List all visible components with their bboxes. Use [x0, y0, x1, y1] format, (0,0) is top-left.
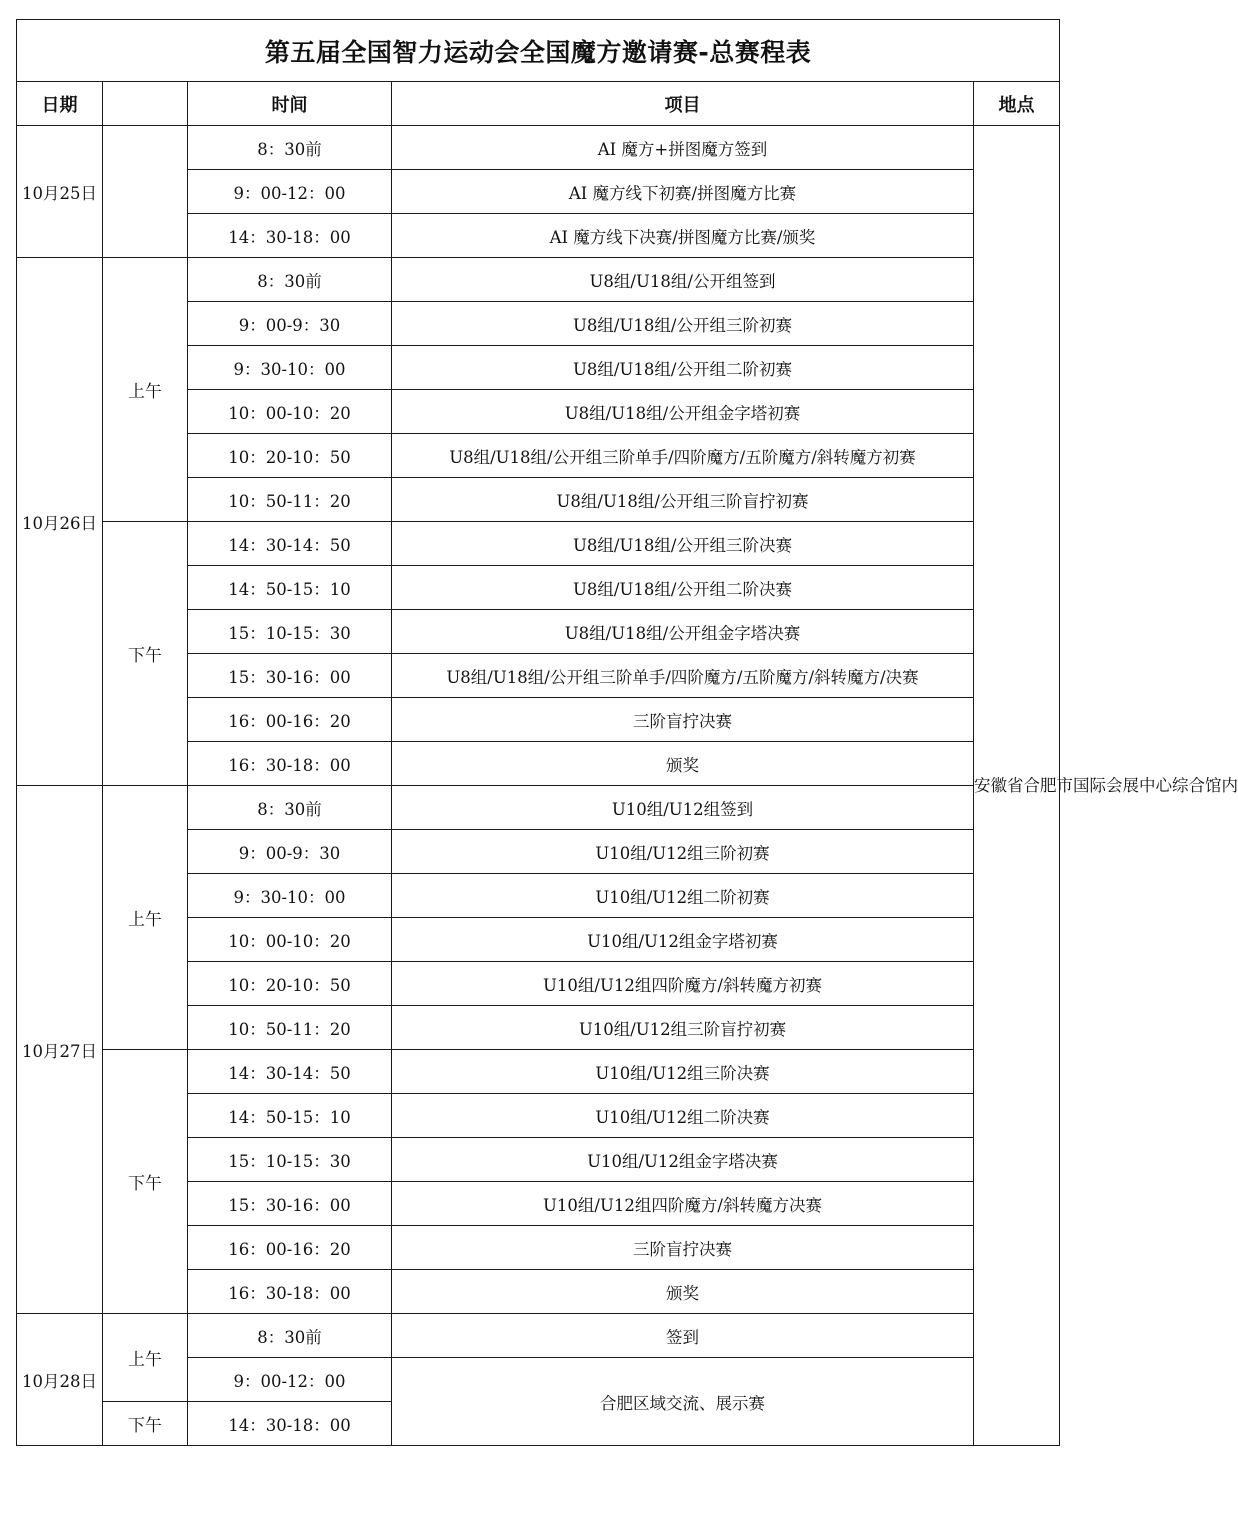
time-cell: 8：30前 — [188, 126, 392, 170]
time-cell: 8：30前 — [188, 786, 392, 830]
time-cell: 9：00-12：00 — [188, 170, 392, 214]
time-cell: 10：20-10：50 — [188, 434, 392, 478]
period-cell: 上午 — [103, 1314, 188, 1402]
header-item: 项目 — [392, 82, 974, 126]
item-cell: U8组/U18组/公开组二阶决赛 — [392, 566, 974, 610]
time-cell: 14：30-18：00 — [188, 1402, 392, 1446]
item-cell: U10组/U12组二阶初赛 — [392, 874, 974, 918]
date-cell: 10月27日 — [17, 786, 103, 1314]
item-cell: 三阶盲拧决赛 — [392, 698, 974, 742]
time-cell: 15：10-15：30 — [188, 1138, 392, 1182]
time-cell: 9：00-9：30 — [188, 830, 392, 874]
time-cell: 14：30-14：50 — [188, 1050, 392, 1094]
time-cell: 16：00-16：20 — [188, 698, 392, 742]
item-cell: U8组/U18组/公开组金字塔决赛 — [392, 610, 974, 654]
time-cell: 9：30-10：00 — [188, 874, 392, 918]
time-cell: 15：30-16：00 — [188, 1182, 392, 1226]
time-cell: 9：00-12：00 — [188, 1358, 392, 1402]
item-cell: U10组/U12组三阶初赛 — [392, 830, 974, 874]
table-row — [17, 1050, 1060, 1094]
time-cell: 14：50-15：10 — [188, 1094, 392, 1138]
item-cell: 三阶盲拧决赛 — [392, 1226, 974, 1270]
time-cell: 16：00-16：20 — [188, 1226, 392, 1270]
item-cell: 签到 — [392, 1314, 974, 1358]
period-cell: 上午 — [103, 786, 188, 1050]
item-cell: U8组/U18组/公开组金字塔初赛 — [392, 390, 974, 434]
item-cell: 颁奖 — [392, 1270, 974, 1314]
time-cell: 14：30-18：00 — [188, 214, 392, 258]
header-date: 日期 — [17, 82, 103, 126]
item-cell: U10组/U12组四阶魔方/斜转魔方决赛 — [392, 1182, 974, 1226]
item-cell: 合肥区域交流、展示赛 — [392, 1358, 974, 1446]
time-cell: 9：30-10：00 — [188, 346, 392, 390]
time-cell: 10：50-11：20 — [188, 478, 392, 522]
item-cell: AI 魔方线下初赛/拼图魔方比赛 — [392, 170, 974, 214]
header-period — [103, 82, 188, 126]
item-cell: U10组/U12组三阶决赛 — [392, 1050, 974, 1094]
time-cell: 9：00-9：30 — [188, 302, 392, 346]
item-cell: U8组/U18组/公开组三阶决赛 — [392, 522, 974, 566]
item-cell: U8组/U18组/公开组三阶盲拧初赛 — [392, 478, 974, 522]
header-row — [17, 82, 1060, 126]
time-cell: 15：10-15：30 — [188, 610, 392, 654]
time-cell: 16：30-18：00 — [188, 1270, 392, 1314]
schedule-table — [16, 19, 1238, 1446]
date-cell: 10月28日 — [17, 1314, 103, 1446]
item-cell: U10组/U12组三阶盲拧初赛 — [392, 1006, 974, 1050]
time-cell: 10：00-10：20 — [188, 390, 392, 434]
time-cell: 15：30-16：00 — [188, 654, 392, 698]
time-cell: 14：50-15：10 — [188, 566, 392, 610]
date-cell: 10月26日 — [17, 258, 103, 786]
item-cell: U10组/U12组四阶魔方/斜转魔方初赛 — [392, 962, 974, 1006]
item-cell: U8组/U18组/公开组三阶初赛 — [392, 302, 974, 346]
period-cell: 下午 — [103, 522, 188, 786]
header-time: 时间 — [188, 82, 392, 126]
item-cell: U10组/U12组二阶决赛 — [392, 1094, 974, 1138]
title-row — [17, 20, 1060, 82]
date-cell: 10月25日 — [17, 126, 103, 258]
item-cell: 颁奖 — [392, 742, 974, 786]
item-cell: U10组/U12组金字塔初赛 — [392, 918, 974, 962]
time-cell: 14：30-14：50 — [188, 522, 392, 566]
period-cell: 下午 — [103, 1402, 188, 1446]
time-cell: 10：00-10：20 — [188, 918, 392, 962]
period-cell — [103, 126, 188, 258]
table-row — [17, 258, 1060, 302]
item-cell: AI 魔方+拼图魔方签到 — [392, 126, 974, 170]
item-cell: U8组/U18组/公开组二阶初赛 — [392, 346, 974, 390]
time-cell: 16：30-18：00 — [188, 742, 392, 786]
venue-cell: 安徽省合肥市国际会展中心综合馆内 — [974, 126, 1060, 1446]
time-cell: 10：50-11：20 — [188, 1006, 392, 1050]
page-title: 第五届全国智力运动会全国魔方邀请赛-总赛程表 — [17, 20, 1060, 82]
item-cell: U8组/U18组/公开组签到 — [392, 258, 974, 302]
table-row — [17, 522, 1060, 566]
period-cell: 上午 — [103, 258, 188, 522]
period-cell: 下午 — [103, 1050, 188, 1314]
item-cell: AI 魔方线下决赛/拼图魔方比赛/颁奖 — [392, 214, 974, 258]
table-row — [17, 786, 1060, 830]
table-row — [17, 126, 1060, 170]
item-cell: U8组/U18组/公开组三阶单手/四阶魔方/五阶魔方/斜转魔方/决赛 — [392, 654, 974, 698]
header-venue: 地点 — [974, 82, 1060, 126]
time-cell: 10：20-10：50 — [188, 962, 392, 1006]
time-cell: 8：30前 — [188, 258, 392, 302]
table-row — [17, 1314, 1060, 1358]
item-cell: U10组/U12组签到 — [392, 786, 974, 830]
item-cell: U10组/U12组金字塔决赛 — [392, 1138, 974, 1182]
item-cell: U8组/U18组/公开组三阶单手/四阶魔方/五阶魔方/斜转魔方初赛 — [392, 434, 974, 478]
time-cell: 8：30前 — [188, 1314, 392, 1358]
